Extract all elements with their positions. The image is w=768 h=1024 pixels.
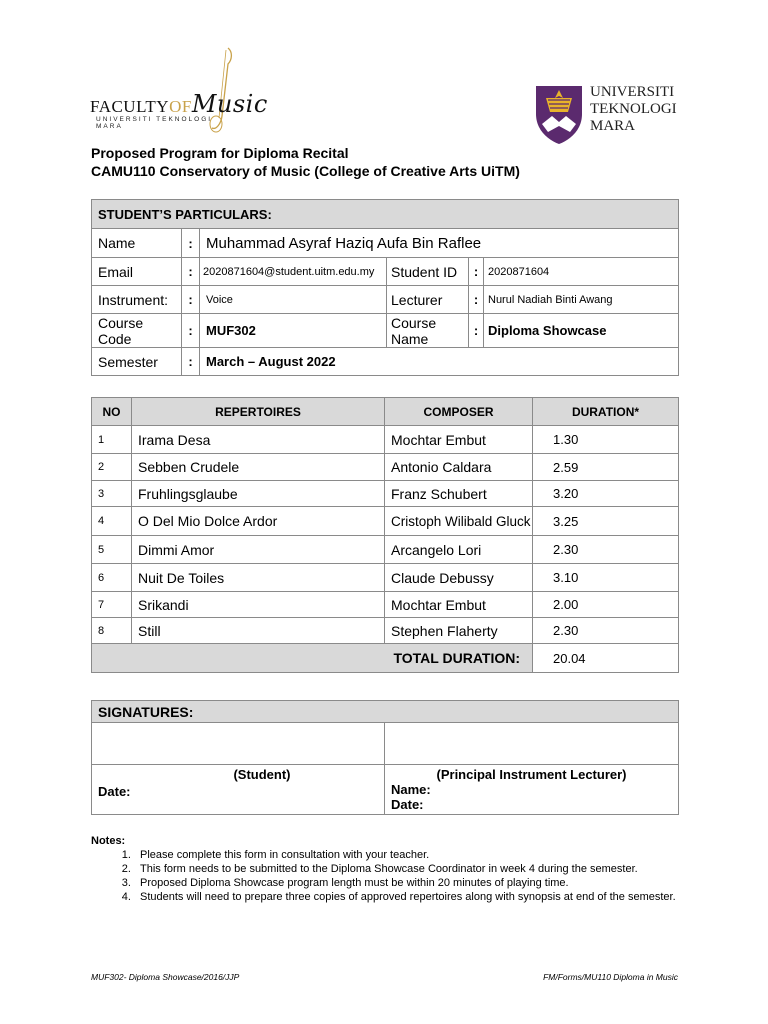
table-row [92,426,679,454]
lecturer-value: Nurul Nadiah Binti Awang [484,286,679,314]
instrument-value: Voice [200,286,387,314]
course-name-value: Diploma Showcase [484,314,679,348]
duration-value: 2.30 [533,618,679,644]
repertoire-title: Irama Desa [132,426,385,454]
table-row [92,592,679,618]
document-title: Proposed Program for Diploma Recital [91,145,349,161]
faculty-word: FACULTY [90,97,170,116]
colon: : [182,286,200,314]
duration-value: 2.00 [533,592,679,618]
email-value: 2020871604@student.uitm.edu.my [200,258,387,286]
duration-value: 2.30 [533,536,679,564]
course-code-label: Course Code [92,314,182,348]
repertoire-title: Sebben Crudele [132,454,385,481]
notes-list [91,848,681,904]
repertoire-title: Dimmi Amor [132,536,385,564]
name-label: Name [92,229,182,258]
particulars-heading: STUDENT’S PARTICULARS: [92,200,679,229]
total-duration-value: 20.04 [533,644,679,673]
composer-name: Stephen Flaherty [385,618,533,644]
music-word: Music [191,90,268,118]
row-number: 1 [92,426,132,454]
student-label: (Student) [233,767,291,782]
repertoire-title: Still [132,618,385,644]
uitm-crest-icon [534,84,584,146]
lecturer-label: (Principal Instrument Lecturer) [436,767,627,782]
instrument-label: Instrument: [92,286,182,314]
row-number: 7 [92,592,132,618]
footer-right: FM/Forms/MU110 Diploma in Music [543,972,678,982]
faculty-of-music-logo [90,46,268,130]
duration-value: 3.20 [533,481,679,507]
colon: : [469,286,484,314]
row-number: 2 [92,454,132,481]
student-id-label: Student ID [387,258,469,286]
colon: : [182,348,200,376]
email-label: Email [92,258,182,286]
repertoire-title: Fruhlingsglaube [132,481,385,507]
semester-value: March – August 2022 [200,348,679,376]
repertoire-title: Srikandi [132,592,385,618]
row-number: 6 [92,564,132,592]
colon: : [182,258,200,286]
composer-name: Cristoph Wilibald Gluck [385,507,533,536]
duration-value: 3.25 [533,507,679,536]
semester-label: Semester [92,348,182,376]
table-row [92,507,679,536]
student-date-label: Date: [98,784,131,799]
repertoire-title: O Del Mio Dolce Ardor [132,507,385,536]
colon: : [469,258,484,286]
name-value: Muhammad Asyraf Haziq Aufa Bin Raflee [200,229,679,258]
row-number: 3 [92,481,132,507]
list-item: 2. This form needs to be submitted to the Diploma Showcase Coordinator in week 4 during the semester. [134,862,681,876]
table-row [92,618,679,644]
footer-left: MUF302- Diploma Showcase/2016/JJP [91,972,240,982]
uitm-line-3: MARA [590,118,636,134]
signatures-table [91,700,679,815]
composer-name: Antonio Caldara [385,454,533,481]
student-signature-area [92,723,385,765]
row-number: 5 [92,536,132,564]
lecturer-signature-caption [385,765,679,815]
uitm-line-1: UNIVERSITI [590,84,675,100]
list-item: 4. Students will need to prepare three copies of approved repertoires along with synopsis at end of the semester. [134,890,681,904]
signatures-heading: SIGNATURES: [92,701,679,723]
student-particulars-table [91,199,679,376]
duration-value: 1.30 [533,426,679,454]
row-number: 8 [92,618,132,644]
uitm-logo [534,84,694,150]
colon: : [182,314,200,348]
header-no: NO [92,398,132,426]
student-signature-caption [92,765,385,815]
list-item: 3. Proposed Diploma Showcase program length must be within 20 minutes of playing time. [134,876,681,890]
repertoire-title: Nuit De Toiles [132,564,385,592]
colon: : [182,229,200,258]
colon: : [469,314,484,348]
table-row [92,536,679,564]
course-name-label: Course Name [387,314,469,348]
repertoire-table [91,397,679,673]
lecturer-date-label: Date: [391,797,424,812]
header-duration: DURATION* [533,398,679,426]
list-item: 1. Please complete this form in consultation with your teacher. [134,848,681,862]
uitm-line-2: TEKNOLOGI [590,101,677,117]
course-code-value: MUF302 [200,314,387,348]
table-row [92,481,679,507]
composer-name: Claude Debussy [385,564,533,592]
notes-heading: Notes: [91,835,126,847]
composer-name: Arcangelo Lori [385,536,533,564]
lecturer-name-label: Name: [391,782,431,797]
header-composer: COMPOSER [385,398,533,426]
table-row [92,454,679,481]
duration-value: 2.59 [533,454,679,481]
notes-section [91,834,681,904]
student-id-value: 2020871604 [484,258,679,286]
header-repertoires: REPERTOIRES [132,398,385,426]
faculty-logo-subtitle: UNIVERSITI TEKNOLOGI MARA [96,116,213,130]
lecturer-label: Lecturer [387,286,469,314]
row-number: 4 [92,507,132,536]
composer-name: Mochtar Embut [385,426,533,454]
of-word: OF [169,97,192,116]
composer-name: Mochtar Embut [385,592,533,618]
document-subtitle: CAMU110 Conservatory of Music (College of Creative Arts UiTM) [91,163,520,179]
composer-name: Franz Schubert [385,481,533,507]
total-row [92,644,679,673]
lecturer-signature-area [385,723,679,765]
duration-value: 3.10 [533,564,679,592]
total-duration-label: TOTAL DURATION: [92,644,533,673]
table-row [92,564,679,592]
